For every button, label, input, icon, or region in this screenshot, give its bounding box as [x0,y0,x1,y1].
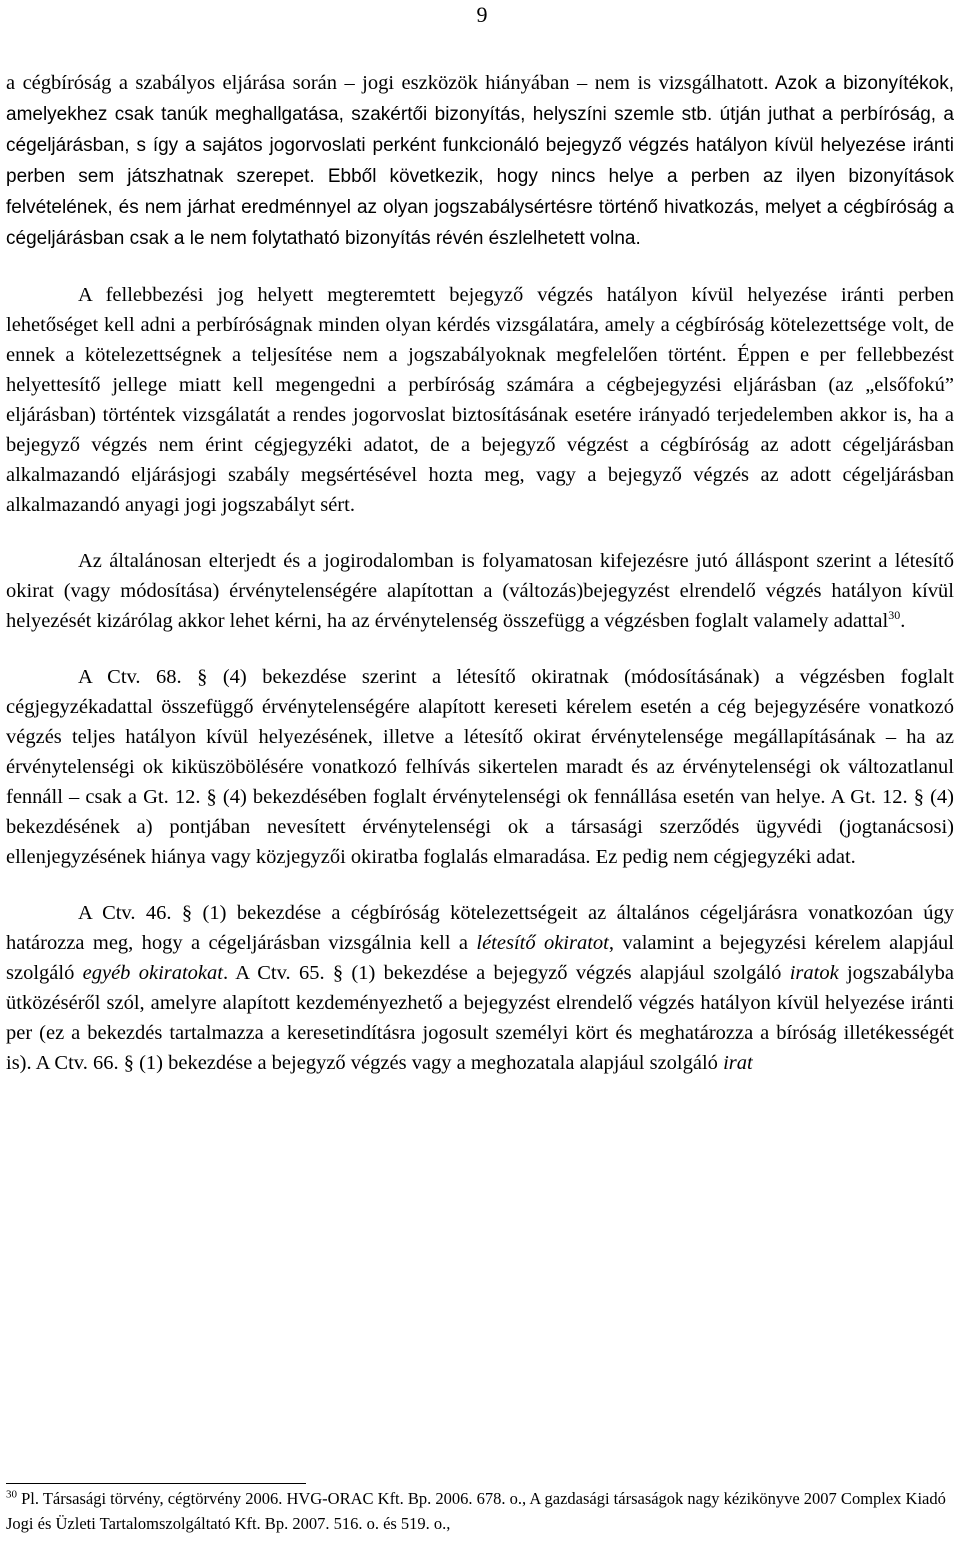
footnote-mark: 30 [6,1488,17,1501]
body-text [6,68,954,1104]
paragraph-5-part-2: , valamint a bejegyzési kérelem alapjául szolgáló [6,932,954,984]
paragraph-5-italic-1: létesítő okiratot [476,932,609,954]
paragraph-1-lead: a cégbíróság a szabályos eljárása során – jogi eszközök hiányában – nem is vizsgálhatott. [6,72,769,94]
paragraph-5-italic-4: irat [723,1052,753,1074]
paragraph-5-part-1: A Ctv. 46. § (1) bekezdése a cégbíróság kötelezettségeit az általános cégeljárásra vonatkozóan úgy határozza meg, hogy a cégeljárásban vizsgálnia kell a [6,902,954,954]
footnote-text: Pl. Társasági törvény, cégtörvény 2006. HVG-ORAC Kft. Bp. 2006. 678. o., A gazdasági társaságok nagy kézikönyve 2007 Complex Kiadó Jogi és Üzleti Tartalomszolgáltató Kft. Bp. 2007. 516. o. és 519. o., [6,1489,946,1533]
paragraph-1 [6,68,954,254]
paragraph-3 [6,546,954,636]
footnote-separator [6,1483,306,1484]
page-number: 9 [476,2,488,27]
paragraph-5-part-3: . A Ctv. 65. § (1) bekezdése a bejegyző végzés alapjául szolgáló [222,962,790,984]
paragraph-4: A Ctv. 68. § (4) bekezdése szerint a létesítő okiratnak (módosításának) a végzésben foglalt cégjegyzékadattal összefüggő érvénytelenségére alapított kereseti kérelem esetén a cég bejegyzésére vonatkozó végzés teljes hatályon kívül helyezésének, illetve a létesítő okirat érvénytelensége megállapításának – ha az érvénytelenségi ok kiküszöbölésére vonatkozó felhívás sikertelen maradt és az érvénytelenségi ok változatlanul fennáll – csak a Gt. 12. § (4) bekezdésében foglalt érvénytelenségi ok fennállása esetén van helye. A Gt. 12. § (4) bekezdésének a) pontjában nevesített érvénytelenségi ok a társasági szerződés ügyvédi (jogtanácsosi) ellenjegyzésének hiánya vagy közjegyzői okiratba foglalás elmaradása. Ez pedig nem cégjegyzéki adat. [6,666,954,868]
paragraph-1-sans-text: Azok a bizonyítékok, amelyekhez csak tanúk meghallgatása, szakértői bizonyítás, helyszíni szemle stb. útján juthat a perbíróság, a cégeljárásban, s így a sajátos jogorvoslati perként funkcionáló bejegyző végzés hatályon kívül helyezése iránti perben sem játszhatnak szerepet. Ebből következik, hogy nincs helye a perben az ilyen bizonyítások felvételének, és nem járhat eredménnyel az olyan jogszabálysértésre történő hivatkozás, melyet a cégbíróság a cégeljárásban csak a le nem folytatható bizonyítás révén észlelhetett volna. [6,73,954,249]
footnote [6,1486,954,1536]
paragraph-5-italic-2: egyéb okiratokat [82,962,223,984]
paragraph-2: A fellebbezési jog helyett megteremtett bejegyző végzés hatályon kívül helyezése iránti perben lehetőséget kell adni a perbíróságnak minden olyan kérdés vizsgálatára, amely a cégbíróság kötelezettsége volt, de ennek a kötelezettségnek a teljesítése nem a jogszabályoknak megfelelően történt. Éppen e per fellebbezést helyettesítő jellege miatt kell megengedni a perbíróság számára a cégbejegyzési eljárásban (az „elsőfokú” eljárásban) történtek vizsgálatát a rendes jogorvoslat biztosításának esetére irányadó terjedelemben akkor is, ha a bejegyző végzés nem érint cégjegyzéki adatot, de a bejegyző végzést a cégbíróság az adott cégeljárásban alkalmazandó eljárásjogi szabály megsértésével hozta meg, vagy a bejegyző végzés az adott cégeljárásban alkalmazandó anyagi jogi jogszabályt sért. [6,284,954,516]
paragraph-5 [6,898,954,1078]
paragraph-5-italic-3: iratok [789,962,839,984]
paragraph-5-part-4: jogszabályba ütközéséről szól, amelyre alapított kezdeményezhető a bejegyzést elrendelő végzés hatályon kívül helyezése iránti per (ez a bekezdés tartalmazza a keresetindításra jogosult személyi kört és meghatározza a bíróság illetékességét is). A Ctv. 66. § (1) bekezdése a bejegyző végzés vagy a meghozatala alapjául szolgáló [6,962,954,1074]
paragraph-3-end: . [900,610,906,632]
footnote-reference[interactable]: 30 [888,608,901,623]
paragraph-3-text: Az általánosan elterjedt és a jogirodalomban is folyamatosan kifejezésre jutó álláspont szerint a létesítő okirat (vagy módosítása) érvénytelenségére alapítottan a (változás)bejegyzést elrendelő végzés hatályon kívül helyezését kizárólag akkor lehet kérni, ha az érvénytelenség összefügg a végzésben foglalt valamely adattal [6,550,954,632]
